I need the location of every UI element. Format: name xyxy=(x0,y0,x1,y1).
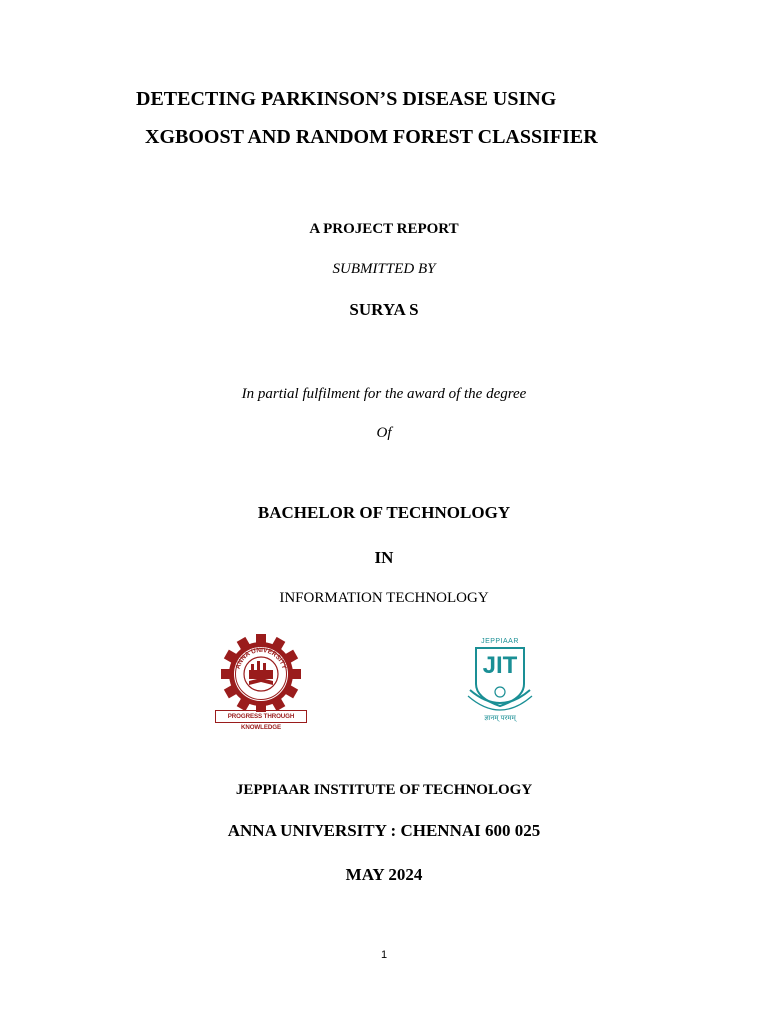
anna-university-motto: PROGRESS THROUGH KNOWLEDGE xyxy=(215,710,307,723)
jit-logo-top-text: JEPPIAAR xyxy=(481,638,519,645)
report-type: A PROJECT REPORT xyxy=(309,221,459,237)
submission-date: MAY 2024 xyxy=(345,865,423,884)
svg-text:ANNA UNIVERSITY xyxy=(235,647,288,671)
fulfilment-text: In partial fulfilment for the award of the degree xyxy=(241,386,527,402)
author-name: SURYA S xyxy=(349,300,419,319)
jit-logo-mark: JIT xyxy=(482,652,518,679)
title-line-2: XGBOOST AND RANDOM FOREST CLASSIFIER xyxy=(145,126,598,148)
of-text: Of xyxy=(376,425,392,441)
title-line-1: DETECTING PARKINSON’S DISEASE USING xyxy=(136,88,557,110)
university-name: ANNA UNIVERSITY : CHENNAI 600 025 xyxy=(227,821,541,840)
department-name: INFORMATION TECHNOLOGY xyxy=(279,590,489,606)
degree-name: BACHELOR OF TECHNOLOGY xyxy=(257,503,511,522)
anna-university-ring-text: ANNA UNIVERSITY xyxy=(234,646,288,671)
anna-university-logo xyxy=(213,634,309,731)
submitted-by: SUBMITTED BY xyxy=(332,261,436,277)
in-text: IN xyxy=(374,548,394,567)
jit-logo-motto: ज्ञानम् परमम् xyxy=(484,715,516,722)
page-number: 1 xyxy=(380,949,388,961)
institute-name: JEPPIAAR INSTITUTE OF TECHNOLOGY xyxy=(235,782,533,798)
jit-logo xyxy=(466,636,534,728)
